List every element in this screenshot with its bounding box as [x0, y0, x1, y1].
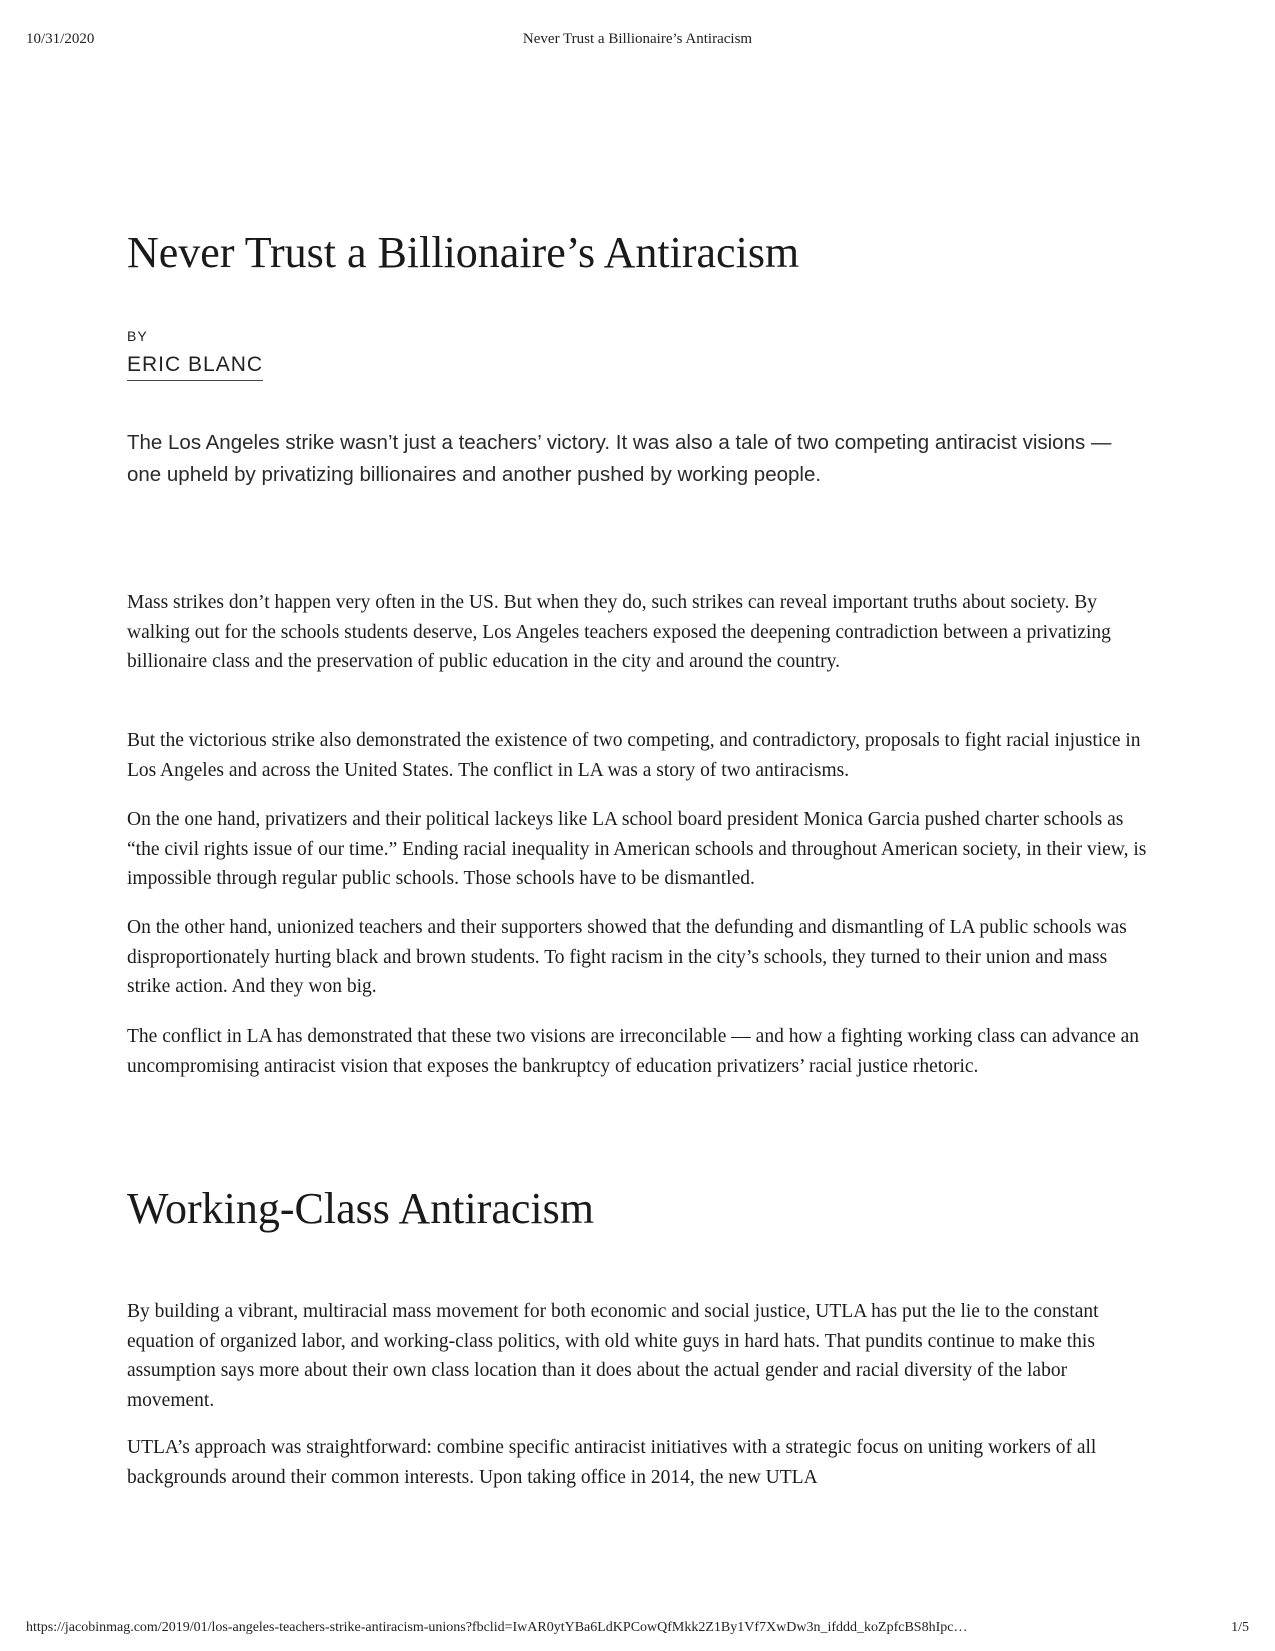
paragraph: On the other hand, unionized teachers and their supporters showed that the defunding and dismantling of LA public schools was disproportionately hurting black and brown students. To fight racism in the city’s schools, they turned to their union and mass strike action. And they won big.: [127, 917, 1127, 997]
page-number: 1/5: [1231, 1620, 1249, 1635]
section-heading: Working-Class Antiracism: [127, 1184, 594, 1233]
print-header: [26, 31, 1249, 51]
paragraph: Mass strikes don’t happen very often in the US. But when they do, such strikes can reveal important truths about society. By walking out for the schools students deserve, Los Angeles teachers exposed the deepening contradiction between a privatizing billionaire class and the preservation of public education in the city and around the country.: [127, 592, 1111, 672]
print-page-title: Never Trust a Billionaire’s Antiracism: [522, 31, 753, 47]
byline-prefix: BY: [127, 328, 148, 344]
paragraph: But the victorious strike also demonstrated the existence of two competing, and contradictory, proposals to fight racial injustice in Los Angeles and across the United States. The conflict in LA was a story of two antiracisms.: [127, 730, 1141, 781]
paragraph: By building a vibrant, multiracial mass movement for both economic and social justice, UTLA has put the lie to the constant equation of organized labor, and working-class politics, with old white guys in hard hats. That pundits continue to make this assumption says more about their own class location than it does about the actual gender and racial diversity of the labor movement.: [127, 1301, 1099, 1411]
paragraph: UTLA’s approach was straightforward: combine specific antiracist initiatives with a strategic focus on uniting workers of all backgrounds around their common interests. Upon taking office in 2014, the new UTLA: [127, 1437, 1097, 1488]
print-url: https://jacobinmag.com/2019/01/los-angeles-teachers-strike-antiracism-unions?fbclid=IwAR0ytYBa6LdKPCowQfMkk2Z1By1Vf7XwDw3n_ifddd_koZpfcBS8hIpc…: [26, 1620, 968, 1635]
paragraph: The conflict in LA has demonstrated that these two visions are irreconcilable — and how a fighting working class can advance an uncompromising antiracist vision that exposes the bankruptcy of education privatizers’ racial justice rhetoric.: [127, 1026, 1140, 1077]
article-dek: The Los Angeles strike wasn’t just a teachers’ victory. It was also a tale of two competing antiracist visions — one upheld by privatizing billionaires and another pushed by working people.: [127, 431, 1112, 486]
author-link[interactable]: ERIC BLANC: [127, 352, 263, 381]
print-date: 10/31/2020: [26, 31, 95, 47]
article-headline: Never Trust a Billionaire’s Antiracism: [127, 228, 800, 277]
paragraph: On the one hand, privatizers and their political lackeys like LA school board president Monica Garcia pushed charter schools as “the civil rights issue of our time.” Ending racial inequality in American schools and throughout American society, in their view, is impossible through regular public schools. Those schools have to be dismantled.: [127, 809, 1147, 889]
